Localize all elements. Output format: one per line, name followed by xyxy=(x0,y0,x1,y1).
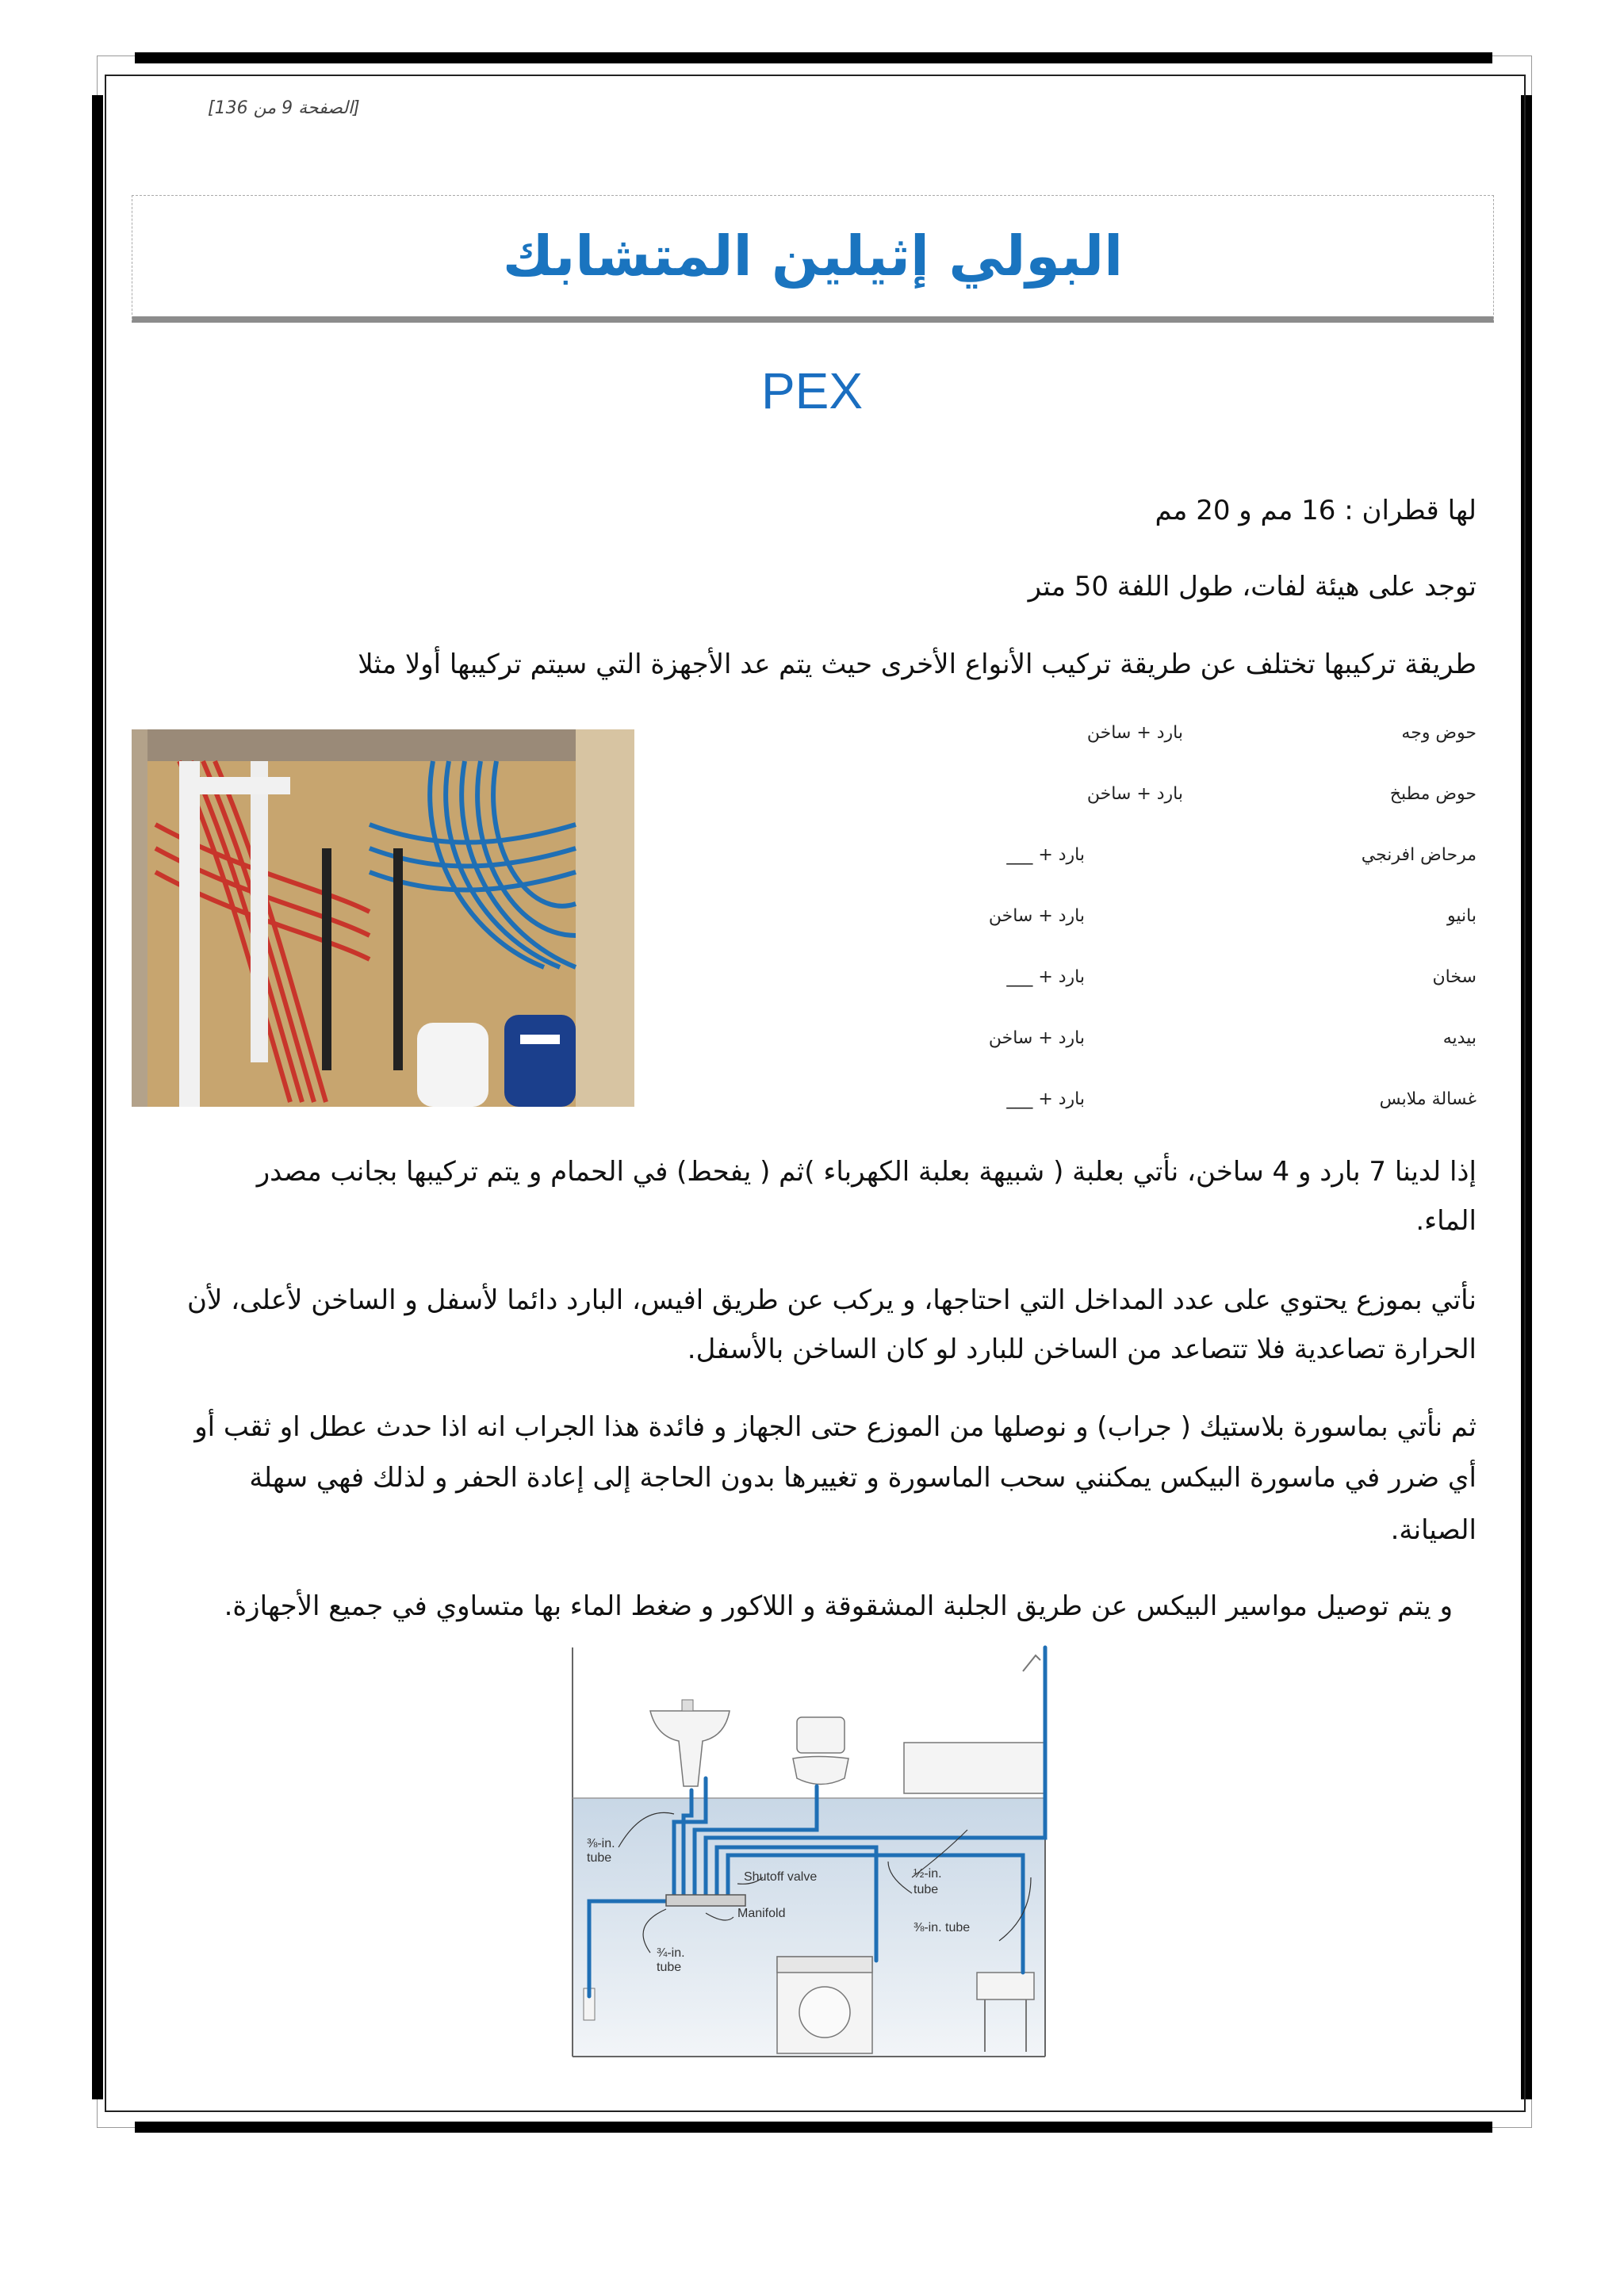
fixture-name: سخان xyxy=(1432,967,1477,987)
fixture-name: حوض مطبخ xyxy=(1389,784,1477,804)
label-tube-34-a: ¾-in. xyxy=(657,1946,685,1960)
title-box xyxy=(132,195,1494,323)
fixture-supply: بارد + ساخن xyxy=(988,1028,1085,1048)
frame-top-bar xyxy=(135,52,1492,63)
fixture-name: مرحاض افرنجي xyxy=(1361,845,1477,865)
label-tube-38-right: ⅜-in. tube xyxy=(914,1921,971,1934)
label-tube-12-b: tube xyxy=(914,1883,939,1896)
fixture-name: حوض وجه xyxy=(1401,723,1477,743)
pex-manifold-diagram xyxy=(555,1640,1063,2068)
fixture-supply: بارد + ___ xyxy=(1006,967,1085,987)
frame-bottom-bar xyxy=(135,2122,1492,2133)
fixture-supply: بارد + ___ xyxy=(1006,1089,1085,1109)
label-tube-38-left-a: ⅜-in. xyxy=(587,1837,615,1850)
paragraph-3-line-1: ثم نأتي بماسورة بلاستيك ( جراب) و نوصلها من الموزع حتى الجهاز و فائدة هذا الجراب انه اذا حدث عطل او ثقب أو xyxy=(194,1411,1477,1443)
fixture-supply: بارد + ___ xyxy=(1006,845,1085,865)
intro-line-1: لها قطران : 16 مم و 20 مم xyxy=(1155,495,1477,526)
paragraph-3-line-3: الصيانة. xyxy=(1390,1514,1477,1546)
page-number: [الصفحة 9 من 136] xyxy=(208,98,360,118)
label-tube-38-left-b: tube xyxy=(587,1851,612,1865)
label-tube-12-a: ½-in. xyxy=(914,1867,942,1881)
page-title: البولي إثيلين المتشابك xyxy=(502,224,1124,289)
paragraph-4-line-1: و يتم توصيل مواسير البيكس عن طريق الجلبة المشقوقة و اللاكور و ضغط الماء بها متساوي في جميع الأجهازة. xyxy=(224,1590,1453,1622)
label-shutoff-valve: Shutoff valve xyxy=(744,1870,818,1884)
paragraph-1-line-2: الماء. xyxy=(1415,1205,1477,1237)
intro-line-3: طريقة تركيبها تختلف عن طريقة تركيب الأنواع الأخرى حيث يتم عد الأجهزة التي سيتم تركيبها أولا مثلا xyxy=(358,649,1477,680)
fixture-supply: بارد + ساخن xyxy=(988,906,1085,926)
intro-line-2: توجد على هيئة لفات، طول اللفة 50 متر xyxy=(1028,571,1477,603)
fixture-name: غسالة ملابس xyxy=(1379,1089,1477,1109)
fixture-supply: بارد + ساخن xyxy=(1086,784,1183,804)
paragraph-1-line-1: إذا لدينا 7 بارد و 4 ساخن، نأتي بعلبة ( شبيهة بعلبة الكهرباء )ثم ( يفحط) في الحمام و يتم تركيبها بجانب مصدر xyxy=(256,1156,1477,1188)
subtitle: PEX xyxy=(760,362,864,419)
manifold-photo xyxy=(132,729,634,1107)
label-manifold: Manifold xyxy=(737,1907,786,1920)
paragraph-3-line-2: أي ضرر في ماسورة البيكس يمكنني سحب الماسورة و تغييرها بدون الحاجة إلى إعادة الحفر و لذلك فهي سهلة xyxy=(249,1462,1477,1494)
fixture-name: بانيو xyxy=(1447,906,1477,926)
paragraph-2-line-2: الحرارة تصاعدية فلا تتصاعد من الساخن للبارد لو كان الساخن بالأسفل. xyxy=(687,1334,1477,1365)
paragraph-2-line-1: نأتي بموزع يحتوي على عدد المداخل التي احتاجها، و يركب عن طريق افيس، البارد دائما لأسفل و الساخن لأعلى، لأن xyxy=(187,1284,1477,1316)
label-tube-34-b: tube xyxy=(657,1961,682,1974)
fixture-name: بيديه xyxy=(1442,1028,1477,1048)
fixture-supply: بارد + ساخن xyxy=(1086,723,1183,743)
